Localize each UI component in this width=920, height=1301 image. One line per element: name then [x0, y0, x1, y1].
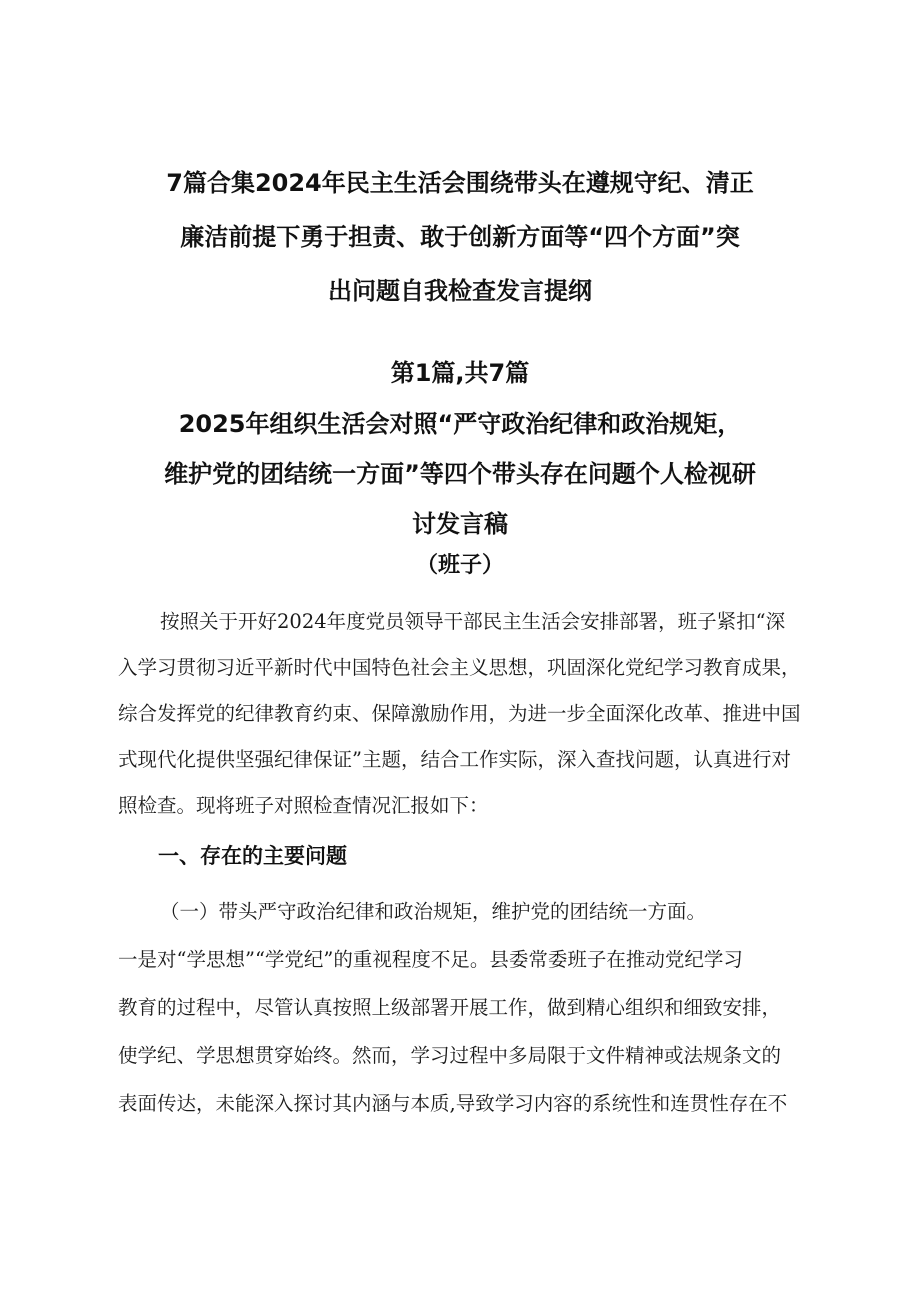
intro-line-2: 入学习贯彻习近平新时代中国特色社会主义思想，巩固深化党纪学习教育成果， [118, 656, 801, 679]
section-heading-1: 一、存在的主要问题 [158, 844, 347, 868]
intro-line-5: 照检查。现将班子对照检查情况汇报如下： [118, 794, 489, 817]
article-count-text: 第1篇,共7篇 [390, 359, 530, 387]
article-title-line-2: 维护党的团结统一方面”等四个带头存在问题个人检视研 [164, 460, 756, 488]
article-subtitle-text: （班子） [415, 553, 504, 578]
article-subtitle [60, 546, 860, 586]
article-count-label [60, 346, 860, 400]
intro-line-3: 综合发挥党的纪律教育约束、保障激励作用，为进一步全面深化改革、推进中国 [118, 702, 801, 725]
intro-line-1: 按照关于开好2024年度党员领导干部民主生活会安排部署，班子紧扣“深 [160, 610, 786, 633]
main-title-line-2: 廉洁前提下勇于担责、敢于创新方面等“四个方面”突 [180, 223, 740, 251]
subsection-1-text: （一）带头严守政治纪律和政治规矩，维护党的团结统一方面。 [160, 900, 707, 923]
intro-line-4: 式现代化提供坚强纪律保证”主题，结合工作实际，深入查找问题，认真进行对 [118, 748, 791, 771]
main-title-line-1: 7篇合集2024年民主生活会围绕带头在遵规守纪、清正 [166, 169, 754, 197]
main-title-line-3: 出问题自我检查发言提纲 [328, 277, 592, 305]
problem-line-1: 一是对“学思想”“学党纪”的重视程度不足。县委常委班子在推动党纪学习 [118, 948, 743, 971]
article-title-line-3: 讨发言稿 [412, 510, 508, 538]
article-title [60, 399, 860, 549]
problem-line-2: 教育的过程中，尽管认真按照上级部署开展工作，做到精心组织和细致安排， [118, 996, 782, 1019]
main-title [60, 156, 860, 318]
problem-line-3: 使学纪、学思想贯穿始终。然而，学习过程中多局限于文件精神或法规条文的 [118, 1044, 782, 1067]
problem-line-4: 表面传达，未能深入探讨其内涵与本质,导致学习内容的系统性和连贯性存在不 [118, 1092, 788, 1115]
article-title-line-1: 2025年组织生活会对照“严守政治纪律和政治规矩， [178, 410, 742, 438]
